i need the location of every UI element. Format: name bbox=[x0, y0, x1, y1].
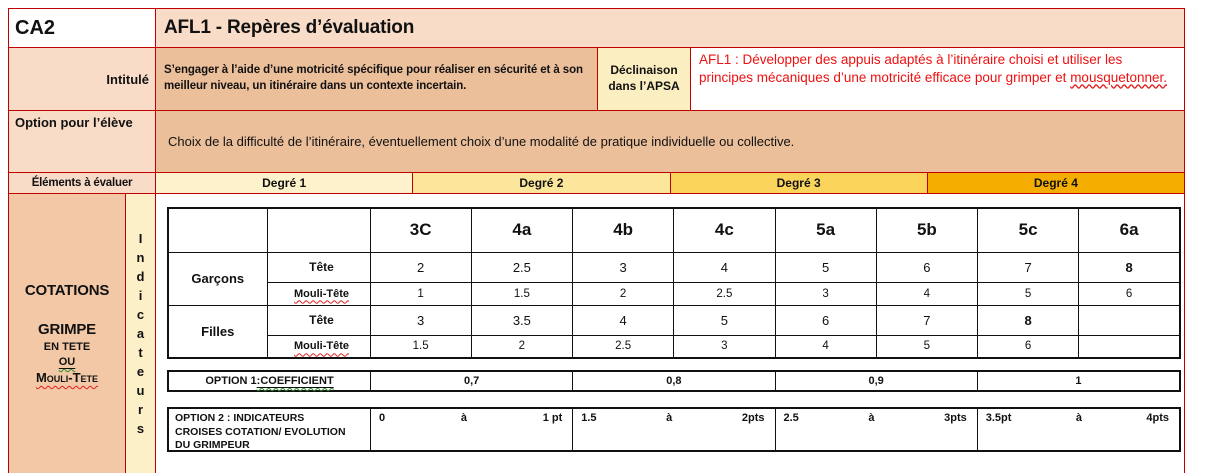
cotation-value-cell: 1 bbox=[370, 282, 471, 305]
range-from: 1.5 bbox=[581, 412, 597, 424]
grade-header-cell: 3C bbox=[370, 208, 471, 252]
ca2-label: CA2 bbox=[9, 9, 156, 47]
cotation-value-cell: 3 bbox=[674, 335, 775, 358]
option1-label-prefix: OPTION 1 bbox=[205, 375, 257, 387]
sidebar-ou bbox=[59, 356, 76, 368]
option2-indicateurs-row bbox=[167, 407, 1181, 452]
mode-label-text: Mouli-Tête bbox=[294, 287, 349, 300]
option1-values bbox=[371, 372, 1179, 390]
sidebar-mouli-tete bbox=[36, 370, 98, 385]
cotation-value-cell: 8 bbox=[978, 305, 1079, 335]
group-label-filles: Filles bbox=[168, 305, 267, 358]
range-to: 3pts bbox=[944, 412, 967, 424]
body-row bbox=[9, 194, 1184, 473]
degres-header bbox=[156, 173, 1184, 193]
cotation-value-cell: 7 bbox=[876, 305, 977, 335]
range-a: à bbox=[868, 412, 875, 424]
option1-coefficient-value: 0,9 bbox=[776, 372, 978, 390]
cotation-value-cell: 4 bbox=[876, 282, 977, 305]
cotation-value-cell: 4 bbox=[573, 305, 674, 335]
grade-header-cell: 5b bbox=[876, 208, 977, 252]
indicateurs-letter: u bbox=[136, 383, 145, 398]
cotation-value-cell: 6 bbox=[1079, 282, 1180, 305]
option2-label bbox=[169, 409, 371, 450]
option1-coefficient-value: 1 bbox=[1075, 375, 1082, 387]
sidebar-ou-text: OU bbox=[58, 356, 76, 368]
corner-mode-cell bbox=[267, 208, 370, 252]
option2-range-cell bbox=[776, 409, 978, 450]
indicateurs-vertical-label bbox=[126, 194, 156, 473]
degre-header-2: Degré 2 bbox=[413, 173, 670, 193]
grade-header-cell: 5a bbox=[775, 208, 876, 252]
indicateurs-letter: r bbox=[137, 402, 144, 417]
intitule-text: S’engager à l’aide d’une motricité spécifique pour réaliser en sécurité et à son meilleur niveau, un itinéraire dans un contexte incertain. bbox=[156, 48, 598, 110]
cotation-value-cell: 7 bbox=[978, 252, 1079, 282]
cotation-value-cell: 6 bbox=[775, 305, 876, 335]
cotation-value-cell: 1.5 bbox=[370, 335, 471, 358]
cotation-value-cell: 3 bbox=[370, 305, 471, 335]
cotation-value-cell: 5 bbox=[978, 282, 1079, 305]
mode-label bbox=[267, 335, 370, 358]
cotation-value-cell: 2.5 bbox=[674, 282, 775, 305]
cotation-value-cell: 3.5 bbox=[471, 305, 572, 335]
sidebar-mouli-tete-text: Mouli-Tete bbox=[35, 370, 99, 385]
grade-header-cell: 5c bbox=[978, 208, 1079, 252]
sidebar-grimpe: GRIMPE bbox=[38, 321, 96, 338]
option2-label-line1: OPTION 2 : INDICATEURS bbox=[175, 412, 305, 424]
afl1-text-main: AFL1 : Développer des appuis adaptés à l’itinéraire choisi et utiliser les principes mécaniques d’une motricité efficace pour grimper et bbox=[699, 52, 1123, 85]
indicateurs-letter: c bbox=[136, 307, 145, 322]
indicateurs-letter: n bbox=[136, 250, 145, 265]
range-a: à bbox=[460, 412, 467, 424]
option-eleve-label: Option pour l’élève bbox=[9, 111, 156, 172]
intitule-row bbox=[9, 48, 1184, 111]
cotation-value-cell: 5 bbox=[674, 305, 775, 335]
cotation-value-cell: 6 bbox=[876, 252, 977, 282]
sidebar-cotations: COTATIONS bbox=[24, 282, 110, 299]
cotation-value-cell: 2.5 bbox=[573, 335, 674, 358]
indicateurs-letter: a bbox=[136, 326, 145, 341]
option2-label-line2: CROISES COTATION/ EVOLUTION bbox=[175, 425, 346, 438]
option-eleve-text: Choix de la difficulté de l’itinéraire, éventuellement choix d’une modalité de pratique individuelle ou collective. bbox=[156, 111, 1184, 172]
degre-header-4: Degré 4 bbox=[928, 173, 1184, 193]
cotation-value-cell: 2 bbox=[573, 282, 674, 305]
grade-header-cell: 4a bbox=[471, 208, 572, 252]
range-from: 2.5 bbox=[783, 412, 799, 424]
grade-header-cell: 4b bbox=[573, 208, 674, 252]
indicateurs-letter: d bbox=[136, 269, 145, 284]
range-from: 3.5pt bbox=[985, 412, 1012, 424]
option2-range-cell bbox=[371, 409, 573, 450]
declinaison-line1: Déclinaison bbox=[610, 63, 678, 78]
mode-label bbox=[267, 252, 370, 282]
indicateurs-letter: t bbox=[138, 345, 143, 360]
option1-coefficient-row bbox=[167, 370, 1181, 392]
evaluation-table bbox=[8, 8, 1185, 473]
option-eleve-row bbox=[9, 111, 1184, 173]
option1-coefficient-value: 0,8 bbox=[573, 372, 775, 390]
group-label-garçons: Garçons bbox=[168, 252, 267, 305]
mode-label-text: Tête bbox=[309, 313, 334, 327]
indicateurs-letter: s bbox=[136, 421, 145, 436]
corner-group-cell bbox=[168, 208, 267, 252]
cotations-grades-table bbox=[167, 207, 1181, 359]
elements-a-evaluer-label: Éléments à évaluer bbox=[9, 173, 156, 193]
grade-header-cell: 4c bbox=[674, 208, 775, 252]
header-row bbox=[9, 9, 1184, 48]
cotation-value-cell: 3 bbox=[775, 282, 876, 305]
range-from: 0 bbox=[379, 412, 386, 424]
declinaison-apsa-label bbox=[598, 48, 691, 110]
cotation-value-cell: 6 bbox=[978, 335, 1079, 358]
degres-row bbox=[9, 173, 1184, 194]
afl1-text-underlined: mousquetonner. bbox=[1070, 69, 1168, 85]
option2-range-cell bbox=[978, 409, 1179, 450]
degre-header-1: Degré 1 bbox=[156, 173, 413, 193]
cotation-value-cell: 5 bbox=[775, 252, 876, 282]
cotation-value-cell: 4 bbox=[674, 252, 775, 282]
option2-ranges bbox=[371, 409, 1179, 450]
indicateurs-letter: I bbox=[138, 231, 143, 246]
option2-label-line3: DU GRIMPEUR bbox=[175, 439, 250, 452]
intitule-label: Intitulé bbox=[9, 48, 156, 110]
cotation-value-cell: 1.5 bbox=[471, 282, 572, 305]
mode-label-text: Mouli-Tête bbox=[294, 340, 349, 353]
range-a: à bbox=[1075, 412, 1082, 424]
afl1-declinaison-text bbox=[691, 48, 1184, 110]
cotation-value-cell bbox=[1079, 335, 1180, 358]
mode-label bbox=[267, 305, 370, 335]
indicateurs-letter: i bbox=[138, 288, 143, 303]
declinaison-line2: dans l’APSA bbox=[608, 79, 680, 93]
range-to: 2pts bbox=[741, 412, 765, 424]
cotation-value-cell: 2.5 bbox=[471, 252, 572, 282]
range-to: 1 pt bbox=[542, 412, 563, 424]
cotation-value-cell: 2 bbox=[471, 335, 572, 358]
indicateurs-letter: e bbox=[136, 364, 145, 379]
range-a: à bbox=[666, 412, 673, 424]
cotation-value-cell: 2 bbox=[370, 252, 471, 282]
cotation-value-cell: 5 bbox=[876, 335, 977, 358]
option2-range-cell bbox=[573, 409, 775, 450]
degre-header-3: Degré 3 bbox=[671, 173, 928, 193]
option1-label-underlined: :COEFFICIENT bbox=[256, 375, 334, 387]
cotation-value-cell: 4 bbox=[775, 335, 876, 358]
option1-label bbox=[169, 372, 371, 390]
range-to: 4pts bbox=[1146, 412, 1169, 424]
sidebar-en-tete: EN TETE bbox=[43, 341, 91, 353]
page-title: AFL1 - Repères d’évaluation bbox=[156, 9, 1184, 47]
cotation-value-cell: 8 bbox=[1079, 252, 1180, 282]
grade-header-cell: 6a bbox=[1079, 208, 1180, 252]
mode-label-text: Tête bbox=[309, 260, 334, 274]
cotations-content bbox=[156, 194, 1184, 473]
cotation-value-cell: 3 bbox=[573, 252, 674, 282]
option1-coefficient-value: 0,7 bbox=[371, 372, 573, 390]
cotations-sidebar bbox=[9, 194, 126, 473]
cotation-value-cell bbox=[1079, 305, 1180, 335]
mode-label bbox=[267, 282, 370, 305]
